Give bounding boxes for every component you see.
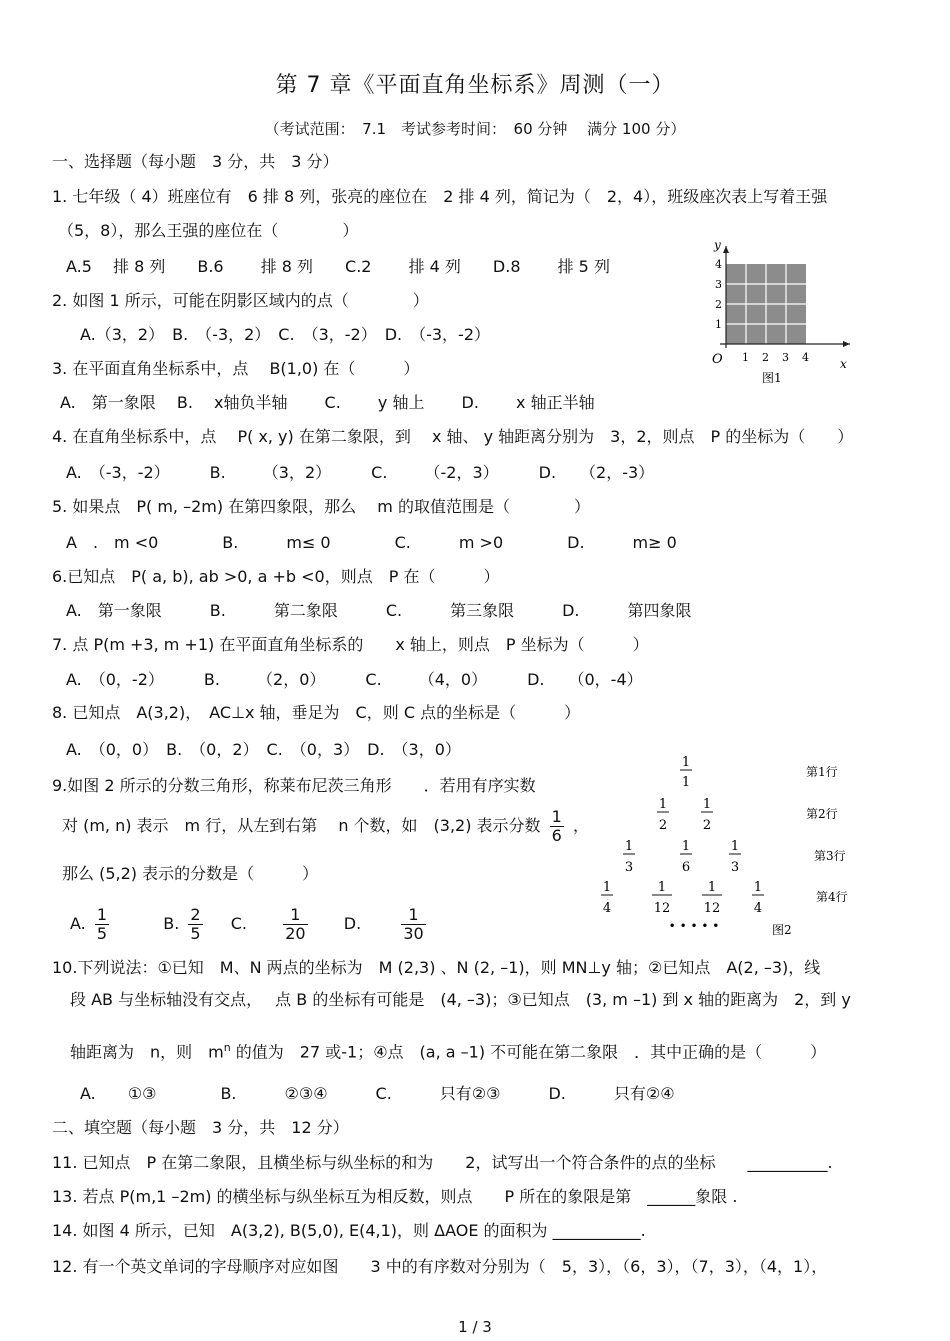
option-a-fraction xyxy=(95,906,109,943)
question-8-stem: 8. 已知点 A(3,2)， AC⊥x 轴，垂足为 C，则 C 点的坐标是（ ） xyxy=(52,703,581,722)
fraction-denominator: 5 xyxy=(96,924,108,943)
question-2-stem: 2. 如图 1 所示，可能在阴影区域内的点（ ） xyxy=(52,291,429,310)
page-title: 第 7 章《平面直角坐标系》周测（一） xyxy=(275,73,675,98)
fraction-numerator: 1 xyxy=(401,906,425,925)
y-tick: 2 xyxy=(715,298,722,311)
fraction-denominator: 4 xyxy=(602,901,612,916)
fraction-numerator: 1 xyxy=(657,880,667,895)
fraction-numerator: 1 xyxy=(602,880,612,895)
option-b-fraction xyxy=(188,906,202,943)
question-6-stem: 6.已知点 P( a, b), ab >0, a +b <0，则点 P 在（ ） xyxy=(52,567,500,586)
x-axis-label: x xyxy=(840,357,847,371)
exam-info: （考试范围： 7.1 考试参考时间： 60 分钟 满分 100 分） xyxy=(264,120,686,138)
option-c-fraction xyxy=(283,906,307,943)
fraction-numerator: 1 xyxy=(730,839,740,854)
question-5-stem: 5. 如果点 P( m, –2m) 在第四象限，那么 m 的取值范围是（ ） xyxy=(52,497,590,516)
section-heading-fill: 二、填空题（每小题 3 分，共 12 分） xyxy=(52,1118,349,1137)
fraction-numerator: 1 xyxy=(753,880,763,895)
question-9-comma: ， xyxy=(572,816,589,835)
question-7-stem: 7. 点 P(m +3, m +1) 在平面直角坐标系的 x 轴上，则点 P 坐标为（ ） xyxy=(52,635,649,654)
fraction-numerator: 1 xyxy=(551,807,562,826)
fraction-denominator: 4 xyxy=(753,901,763,916)
triangle-fractions xyxy=(601,755,764,916)
question-9-stem-cont xyxy=(62,808,589,845)
fraction-denominator: 30 xyxy=(403,924,424,943)
section-heading-choice: 一、选择题（每小题 3 分，共 3 分） xyxy=(52,152,339,171)
question-2-options: A.（3，2） B. （-3，2） C. （3，-2） D. （-3，-2） xyxy=(80,325,491,344)
figure-2-leibniz-triangle xyxy=(590,748,860,943)
fraction-denominator: 2 xyxy=(702,818,712,833)
figure-2-caption: 图2 xyxy=(772,923,792,937)
question-5-options: A . m <0 B. m≤ 0 C. m >0 D. m≥ 0 xyxy=(66,533,677,552)
y-tick: 3 xyxy=(715,278,722,291)
option-d-label: D. xyxy=(343,914,362,933)
fraction-numerator: 1 xyxy=(681,839,691,854)
question-13: 13. 若点 P(m,1 –2m) 的横坐标与纵坐标互为相反数，则点 P 所在的象限是第 ______象限 . xyxy=(52,1187,738,1206)
fraction-numerator: 2 xyxy=(190,905,201,924)
fraction-numerator: 1 xyxy=(96,905,108,924)
exponent-n: n xyxy=(223,1041,231,1054)
fraction-denominator: 5 xyxy=(190,924,201,943)
x-arrow-icon xyxy=(843,341,850,347)
fraction-numerator: 1 xyxy=(702,797,712,812)
figure-1-caption: 图1 xyxy=(762,371,782,385)
y-tick: 1 xyxy=(715,318,722,331)
origin-label: O xyxy=(712,352,723,367)
continuation-dots: • • • • • xyxy=(668,919,720,933)
option-b-label: B. xyxy=(163,914,180,933)
fraction-numerator: 1 xyxy=(624,839,634,854)
fraction-numerator: 1 xyxy=(681,755,691,770)
fraction-denominator: 12 xyxy=(653,901,671,916)
question-1-options: A.5 排 8 列 B.6 排 8 列 C.2 排 4 列 D.8 排 5 列 xyxy=(66,257,610,276)
fraction-numerator: 1 xyxy=(658,797,668,812)
row-labels xyxy=(806,765,848,904)
question-10-options: A. ①③ B. ②③④ C. 只有②③ D. 只有②④ xyxy=(80,1084,675,1103)
question-1-stem: 1. 七年级（ 4）班座位有 6 排 8 列，张亮的座位在 2 排 4 列，简记为（ 2，4），班级座次表上写着王强 xyxy=(52,187,828,206)
question-9-text: 对 (m, n) 表示 m 行，从左到右第 n 个数，如 (3,2) 表示分数 xyxy=(62,816,541,835)
question-9-options xyxy=(70,900,430,948)
x-tick: 3 xyxy=(782,351,789,364)
row-label: 第1行 xyxy=(806,765,838,779)
question-7-options: A. （0，-2） B. （2，0） C. （4，0） D. （0，-4） xyxy=(66,670,643,689)
question-1-stem-cont: （5，8），那么王强的座位在（ ） xyxy=(58,221,359,240)
fraction-denominator: 20 xyxy=(285,924,306,943)
fraction-denominator: 12 xyxy=(703,901,721,916)
fraction-denominator: 3 xyxy=(730,860,740,875)
fraction-numerator: 1 xyxy=(283,906,307,925)
question-3-options: A. 第一象限 B. x轴负半轴 C. y 轴上 D. x 轴正半轴 xyxy=(60,393,595,412)
question-10-stem-cont: 段 AB 与坐标轴没有交点， 点 B 的坐标有可能是 (4, –3)；③已知点 (3, m –1) 到 x 轴的距离为 2，到 y xyxy=(70,990,851,1009)
question-8-options: A. （0，0） B. （0，2） C. （0，3） D. （3，0） xyxy=(66,740,461,759)
option-c-label: C. xyxy=(230,914,248,933)
question-14: 14. 如图 4 所示，已知 A(3,2), B(5,0), E(4,1)，则 ΔAOE 的面积为 ___________. xyxy=(52,1221,646,1240)
fraction-numerator: 1 xyxy=(707,880,717,895)
y-arrow-icon xyxy=(723,246,729,253)
fraction-denominator: 6 xyxy=(551,826,562,845)
option-d-fraction xyxy=(401,906,425,943)
question-9-stem: 9.如图 2 所示的分数三角形，称莱布尼茨三角形 ．若用有序实数 xyxy=(52,776,536,795)
page-number: 1 / 3 xyxy=(458,1318,492,1336)
fraction-denominator: 6 xyxy=(681,860,691,875)
y-axis-label: y xyxy=(714,238,721,252)
y-tick: 4 xyxy=(715,258,722,271)
question-9-stem-end: 那么 (5,2) 表示的分数是（ ） xyxy=(62,864,319,883)
question-3-stem: 3. 在平面直角坐标系中，点 B(1,0) 在（ ） xyxy=(52,359,420,378)
row-label: 第4行 xyxy=(816,890,848,904)
question-4-stem: 4. 在直角坐标系中，点 P( x, y) 在第二象限，到 x 轴、 y 轴距离分别为 3，2，则点 P 的坐标为（ ） xyxy=(52,427,854,446)
fraction-denominator: 1 xyxy=(681,775,691,790)
question-12: 12. 有一个英文单词的字母顺序对应如图 3 中的有序数对分别为（ 5，3），（6，3），（7，3），（4，1）， xyxy=(52,1257,828,1276)
x-tick: 1 xyxy=(742,351,749,364)
question-10-text-end: 的值为 27 或-1；④点 (a, a –1) 不可能在第二象限 ．其中正确的是（ ） xyxy=(230,1042,827,1062)
question-10-stem-end xyxy=(70,1038,826,1062)
figure-1-grid xyxy=(700,236,860,391)
question-10-stem: 10.下列说法：①已知 M、N 两点的坐标为 M (2,3) 、N (2, –1)，则 MN⊥y 轴；②已知点 A(2, –3)，线 xyxy=(52,958,821,977)
fraction-one-sixth xyxy=(550,808,564,845)
fraction-denominator: 2 xyxy=(658,818,668,833)
question-6-options: A. 第一象限 B. 第二象限 C. 第三象限 D. 第四象限 xyxy=(66,601,692,620)
row-label: 第3行 xyxy=(814,849,846,863)
row-label: 第2行 xyxy=(806,807,838,821)
option-a-label: A. xyxy=(70,914,86,933)
x-tick: 2 xyxy=(762,351,769,364)
question-11: 11. 已知点 P 在第二象限，且横坐标与纵坐标的和为 2，试写出一个符合条件的点的坐标 __________. xyxy=(52,1153,833,1172)
question-10-text: 轴距离为 n，则 m xyxy=(70,1042,224,1062)
fraction-denominator: 3 xyxy=(624,860,634,875)
x-tick: 4 xyxy=(802,351,809,364)
question-4-options: A. （-3，-2） B. （3，2） C. （-2，3） D. （2，-3） xyxy=(66,463,655,482)
